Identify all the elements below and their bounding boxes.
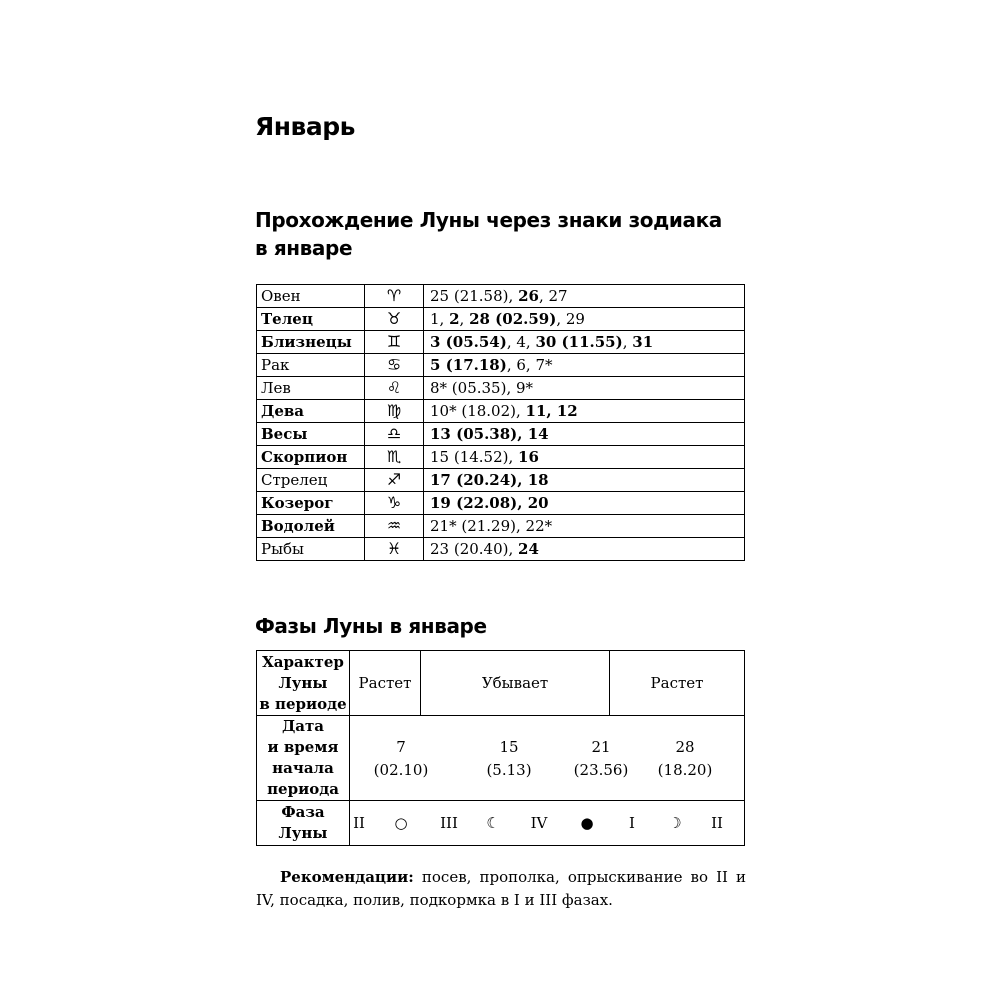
day-segment: , [622,333,633,351]
sign-name: Стрелец [257,469,365,492]
zodiac-heading-line1: Прохождение Луны через знаки зодиака [255,208,722,232]
sign-name: Лев [257,377,365,400]
cancer-icon: ♋︎ [365,354,424,377]
full-moon-icon: ○ [394,814,408,832]
sign-days [424,423,745,446]
sign-name: Близнецы [257,331,365,354]
day-segment: 23 (20.40), [430,540,519,558]
day-segment: 15 (14.52), [430,448,519,466]
day-segment: 8* (05.35), 9* [430,379,534,397]
libra-icon: ♎︎ [365,423,424,446]
sign-days [424,308,745,331]
zodiac-heading-line2: в январе [255,236,353,260]
day-segment: 28 (02.59) [469,310,557,328]
phase-sequence [350,801,744,845]
dates-cell [350,716,745,801]
phase-number: II [711,814,723,832]
sign-name: Рак [257,354,365,377]
phase-time: (18.20) [657,761,713,779]
sign-days [424,285,745,308]
sign-days [424,446,745,469]
sign-name: Телец [257,308,365,331]
phase-label [257,801,350,846]
phase-sequence-cell [350,801,745,846]
zodiac-row [257,446,745,469]
phase-day: 21 [591,738,611,756]
aries-icon: ♈︎ [365,285,424,308]
day-segment: 16 [518,448,539,466]
sign-days [424,400,745,423]
capricorn-icon: ♑︎ [365,492,424,515]
character-label [257,651,350,716]
day-segment: 30 (11.55) [535,333,623,351]
zodiac-row [257,377,745,400]
day-segment: 21* (21.29), 22* [430,517,553,535]
zodiac-row [257,331,745,354]
label-line: Характер [262,652,344,671]
label-line: и время [267,738,339,756]
day-segment: 25 (21.58) [430,287,509,305]
sagittarius-icon: ♐︎ [365,469,424,492]
sign-name: Дева [257,400,365,423]
recommendations-label: Рекомендации: [280,868,414,886]
phase-date [366,736,436,782]
day-segment: 31 [632,333,654,351]
day-segment: , [508,287,519,305]
zodiac-row [257,285,745,308]
phase-number: IV [530,814,548,832]
phase-day: 15 [499,738,519,756]
label-line: в периоде [259,694,347,713]
zodiac-row [257,354,745,377]
sign-days [424,377,745,400]
day-segment: 26 [518,287,539,305]
moon-phase-table [256,650,745,846]
day-segment: 11, 12 [525,402,578,420]
phase-time: (23.56) [573,761,629,779]
pisces-icon: ♓︎ [365,538,424,561]
day-segment: , 6, 7* [506,356,553,374]
day-segment: , [459,310,470,328]
phase-date [474,736,544,782]
day-segment: 24 [518,540,539,558]
label-line: Луны [278,673,328,692]
phase-date [566,736,636,782]
day-segment: 5 (17.18) [430,356,507,374]
recommendations [256,866,746,912]
zodiac-heading [255,206,722,262]
sign-days [424,492,745,515]
zodiac-row [257,515,745,538]
leo-icon: ♌︎ [365,377,424,400]
phase-number: II [353,814,365,832]
label-line: Фаза [281,803,325,821]
page-title: Январь [255,112,355,141]
day-segment: 13 (05.38), 14 [430,425,549,443]
scorpio-icon: ♏︎ [365,446,424,469]
day-segment: 3 (05.54) [430,333,507,351]
date-label [257,716,350,801]
sign-days [424,538,745,561]
phase-number: III [440,814,458,832]
phases-heading: Фазы Луны в январе [255,614,487,638]
zodiac-row [257,400,745,423]
new-moon-icon: ● [580,814,594,832]
day-segment: , 27 [538,287,568,305]
sign-name: Водолей [257,515,365,538]
zodiac-row [257,469,745,492]
taurus-icon: ♉︎ [365,308,424,331]
date-row [257,716,745,801]
phase-row [257,801,745,846]
character-cell: Растет [610,651,745,716]
day-segment: 10* (18.02), [430,402,526,420]
sign-days [424,331,745,354]
day-segment: 17 (20.24), 18 [430,471,549,489]
character-cell: Убывает [421,651,610,716]
phase-time: (02.10) [373,761,429,779]
sign-name: Весы [257,423,365,446]
sign-days [424,515,745,538]
zodiac-row [257,492,745,515]
label-line: Луны [278,824,328,842]
phase-day: 7 [396,738,406,756]
virgo-icon: ♍︎ [365,400,424,423]
day-segment: 1 [430,310,440,328]
waxing-moon-icon: ☽ [668,814,682,832]
recommendations-text: посев, прополка, опрыскивание во II и IV, посадка, полив, подкормка в I и III фазах. [256,868,746,909]
zodiac-row [257,423,745,446]
phase-date [650,736,720,782]
aquarius-icon: ♒︎ [365,515,424,538]
zodiac-row [257,538,745,561]
day-segment: , [439,310,450,328]
phase-day: 28 [675,738,695,756]
day-segment: 19 (22.08), 20 [430,494,549,512]
sign-name: Козерог [257,492,365,515]
day-segment: , 4, [506,333,536,351]
sign-name: Овен [257,285,365,308]
sign-days [424,354,745,377]
gemini-icon: ♊︎ [365,331,424,354]
sign-name: Рыбы [257,538,365,561]
zodiac-table [256,284,745,561]
label-line: Дата [281,717,325,735]
character-cell: Растет [350,651,421,716]
day-segment: , 29 [556,310,585,328]
character-row [257,651,745,716]
phase-number: I [629,814,635,832]
label-line: периода [267,780,339,798]
zodiac-row [257,308,745,331]
label-line: начала [272,759,334,777]
day-segment: 2 [449,310,460,328]
waning-moon-icon: ☾ [486,814,500,832]
sign-name: Скорпион [257,446,365,469]
phase-time: (5.13) [486,761,532,779]
sign-days [424,469,745,492]
dates-container [350,716,744,800]
